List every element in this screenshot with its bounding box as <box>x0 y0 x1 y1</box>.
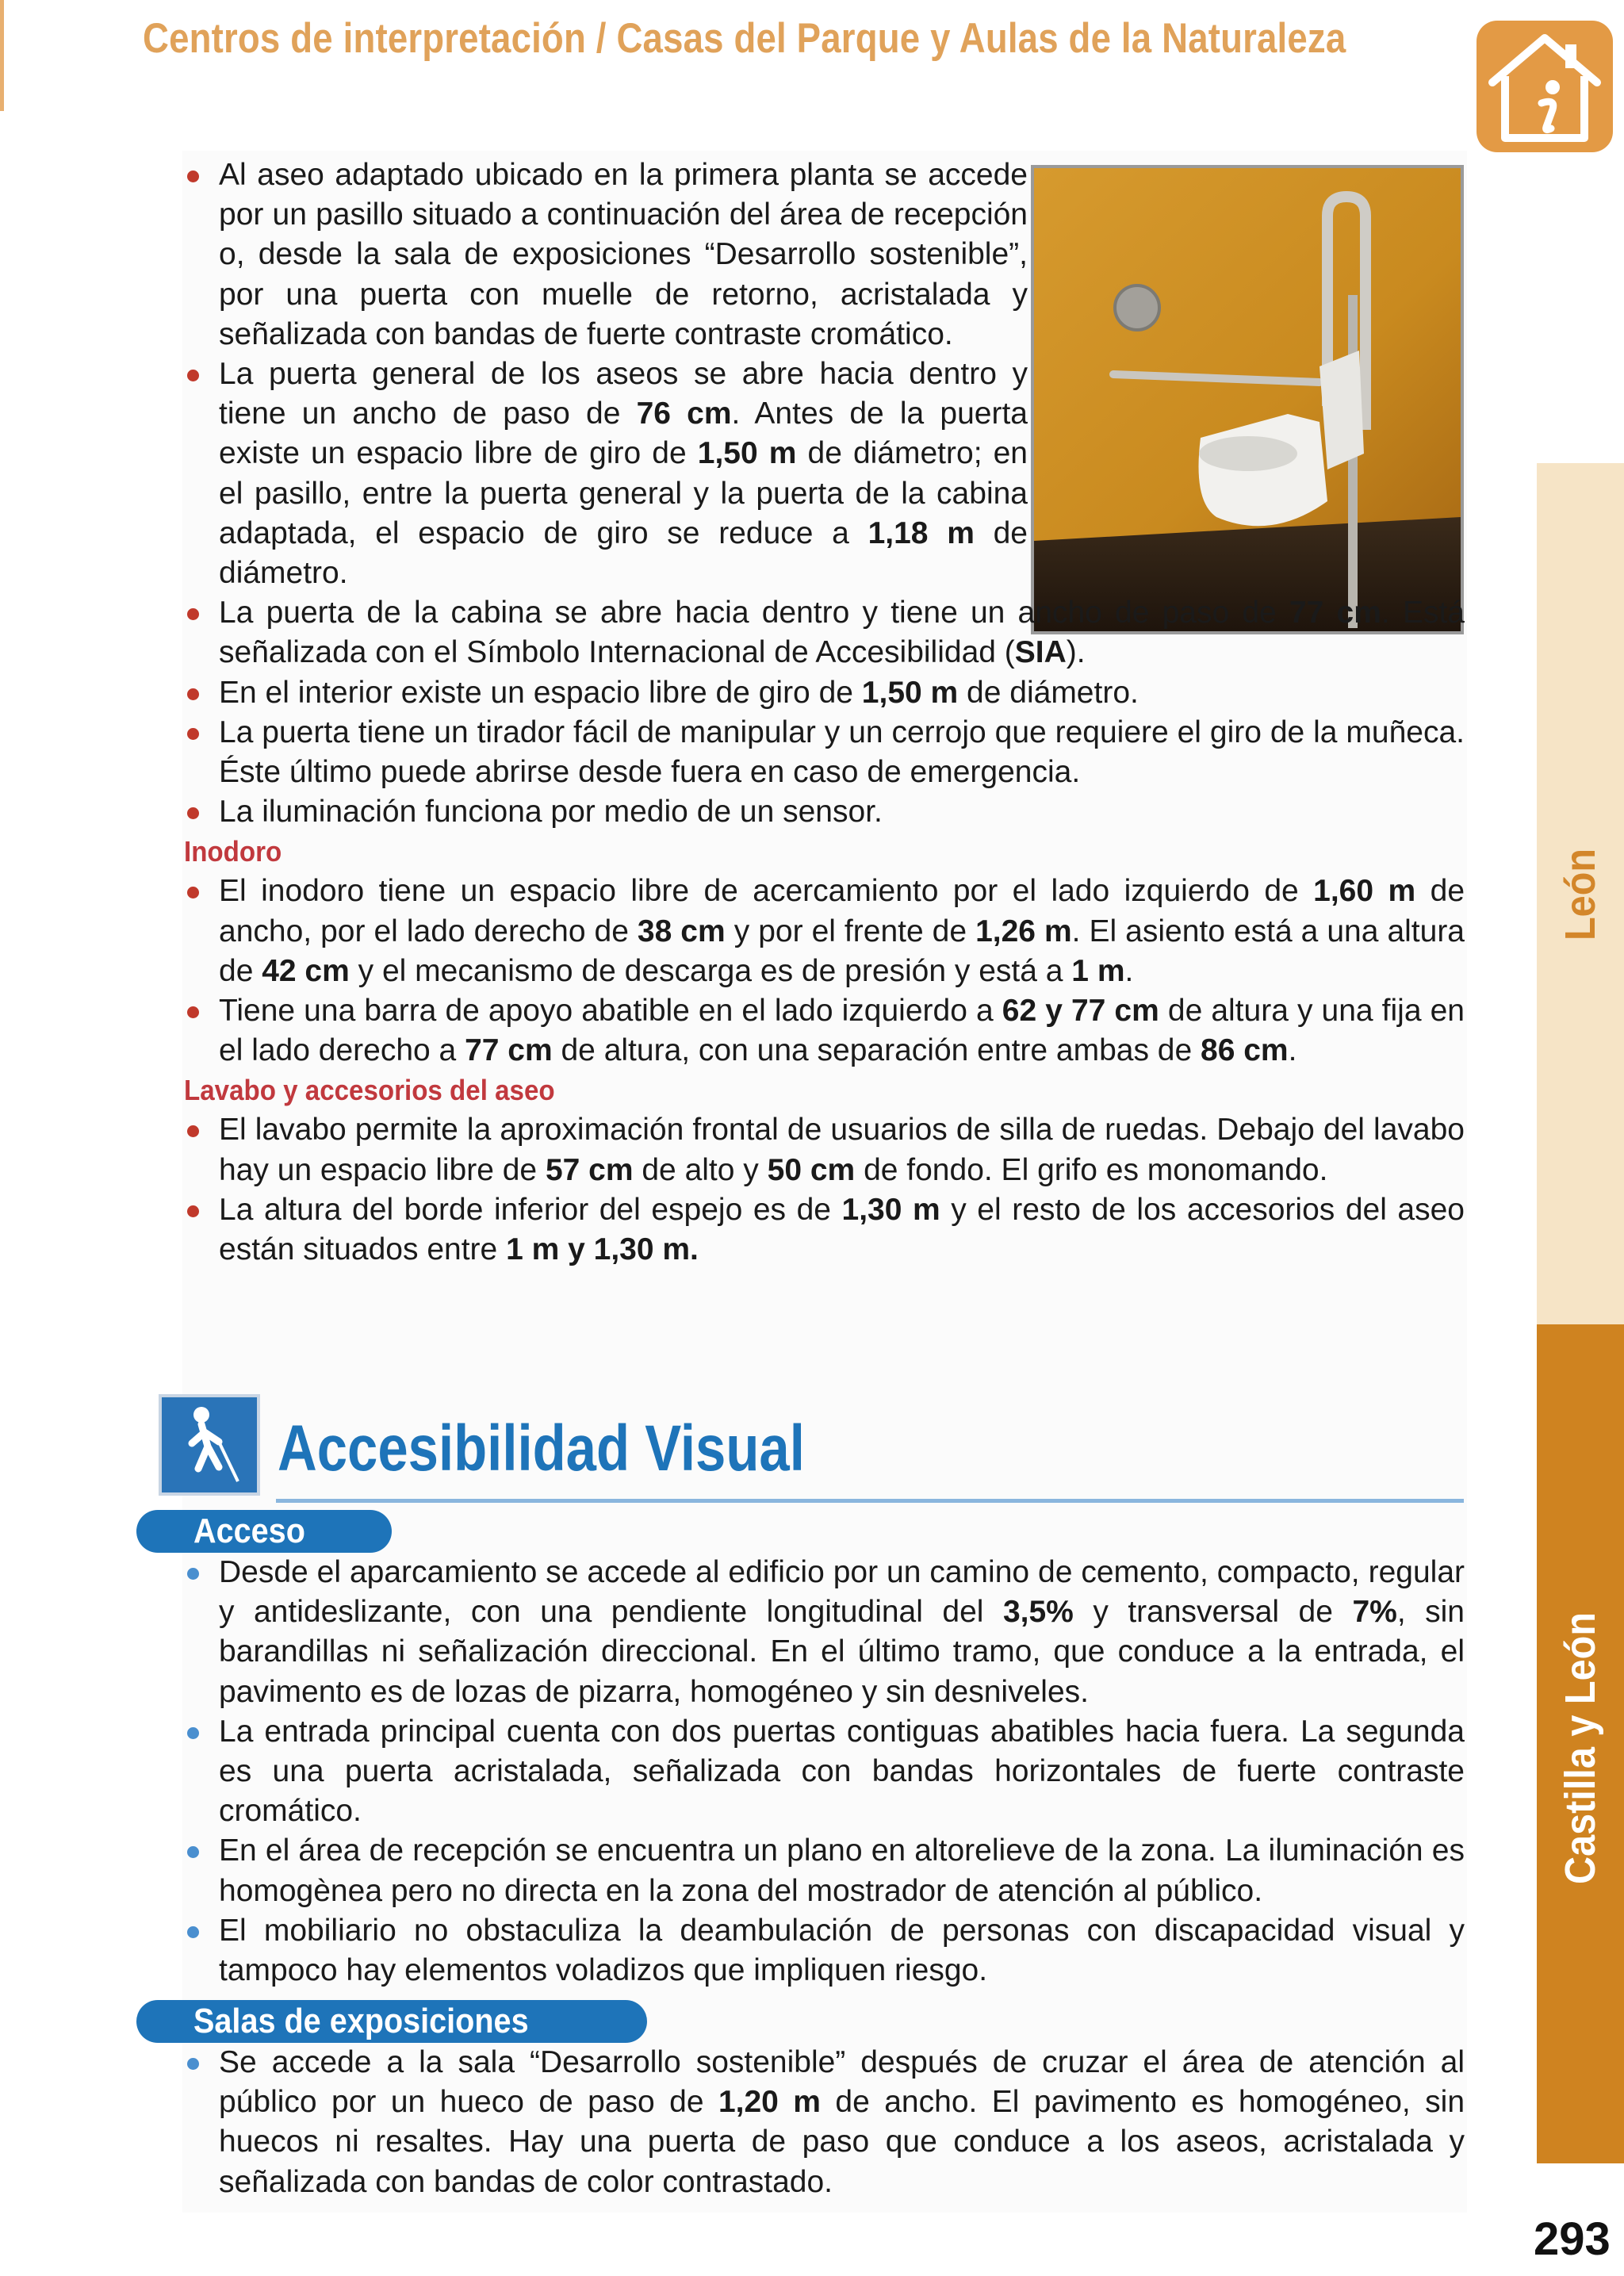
measure-value: 1,20 m <box>718 2085 821 2120</box>
left-edge-mark <box>0 0 4 111</box>
text-run: y por el frente de <box>725 914 976 948</box>
text-run: Desde el aparcamiento se accede al edificio por un camino de cemento, compacto, regular y antideslizante, con una pendiente longitudinal del <box>219 1555 1465 1630</box>
measure-value: 1 m y 1,30 m. <box>506 1232 699 1267</box>
text-run: , sin barandillas ni señalización direccional. En el último tramo, que conduce a la entrada, el pavimento es de lozas de pizarra, homogéneo y sin desniveles. <box>219 1595 1465 1709</box>
list-item <box>184 1712 1465 1832</box>
list-item <box>184 713 1465 792</box>
list-item <box>184 155 1028 354</box>
bullet-icon <box>187 1125 199 1137</box>
bullet-icon <box>187 1006 199 1018</box>
measure-value: 1,60 m <box>1313 874 1416 909</box>
text-run: y transversal de <box>1073 1595 1353 1630</box>
text-run: de fondo. El grifo es monomando. <box>855 1152 1328 1187</box>
text-run: de diámetro; en el pasillo, entre la puerta general y la puerta de la cabina adaptada, el espacio de giro se reduce a <box>219 436 1028 550</box>
main-text <box>184 155 1465 1270</box>
measure-value: 76 cm <box>636 397 732 431</box>
text-run: . <box>1124 953 1134 988</box>
bullet-icon <box>187 370 199 381</box>
bullet-icon <box>187 1205 199 1217</box>
acceso-text <box>184 1553 1465 1991</box>
sidebar-province-label: León <box>1557 848 1604 941</box>
bullet-icon <box>187 688 199 700</box>
text-run: El lavabo permite la aproximación frontal de usuarios de silla de ruedas. Debajo del lavabo hay un espacio libre de <box>219 1113 1465 1187</box>
bullet-icon <box>187 2058 199 2070</box>
text-run: . El asiento está a una altura de <box>219 914 1465 988</box>
page-header-title: Centros de interpretación / Casas del Parque y Aulas de la Naturaleza <box>143 15 1346 62</box>
house-info-icon <box>1477 21 1613 152</box>
bullet-icon <box>187 1846 199 1858</box>
measure-value: 38 cm <box>637 914 726 948</box>
bullet-icon <box>187 171 199 182</box>
list-item <box>184 991 1465 1071</box>
paragraph-text: En el área de recepción se encuentra un plano en altorelieve de la zona. La iluminación es homogènea pero no directa en la zona del mostrador de atención al público. <box>219 1833 1465 1908</box>
subsection-pill-acceso <box>136 1510 392 1553</box>
text-run: de altura y una fija en el lado derecho a <box>219 994 1465 1068</box>
text-run: ). <box>1066 635 1086 670</box>
list-item <box>184 2043 1465 2202</box>
section-title-visual: Accesibilidad Visual <box>278 1412 805 1485</box>
paragraph-text: La iluminación funciona por medio de un sensor. <box>219 795 883 830</box>
text-run: La altura del borde inferior del espejo es de <box>219 1192 842 1227</box>
subsection-pill-salas <box>136 2000 647 2043</box>
list-item <box>184 593 1465 672</box>
paragraph-text: El mobiliario no obstaculiza la deambulación de personas con discapacidad visual y tampoco hay elementos voladizos que impliquen riesgo. <box>219 1913 1465 1988</box>
measure-value: 50 cm <box>767 1152 856 1187</box>
measure-value: 42 cm <box>262 953 350 988</box>
measure-value: 1,26 m <box>975 914 1072 948</box>
text-run: El inodoro tiene un espacio libre de acercamiento por el lado izquierdo de <box>219 874 1314 909</box>
text-run: de alto y <box>633 1152 768 1187</box>
sidebar-region-label: Castilla y León <box>1557 1611 1604 1884</box>
measure-value: 1,18 m <box>868 515 975 550</box>
bullet-icon <box>187 1926 199 1938</box>
blind-person-icon <box>159 1394 260 1496</box>
section-heading-inodoro: Inodoro <box>184 835 282 868</box>
paragraph-text: La entrada principal cuenta con dos puertas contiguas abatibles hacia fuera. La segunda es una puerta acristalada, señalizada con bandas horizontales de fuerte contraste cromático. <box>219 1714 1465 1829</box>
text-run: de ancho, por el lado derecho de <box>219 874 1465 948</box>
list-item <box>184 1110 1465 1190</box>
text-run: de ancho. El pavimento es homogéneo, sin huecos ni resaltes. Hay una puerta de paso que conduce a los aseos, acristalada y señalizada con bandas de color contrastado. <box>219 2085 1465 2199</box>
text-run: Tiene una barra de apoyo abatible en el lado izquierdo a <box>219 994 1002 1029</box>
text-run: de diámetro. <box>219 515 1028 591</box>
section-heading-lavabo: Lavabo y accesorios del aseo <box>184 1074 555 1107</box>
measure-value: 1,50 m <box>861 675 959 710</box>
pill-label: Salas de exposiciones <box>193 2002 529 2040</box>
measure-value: 57 cm <box>545 1152 634 1187</box>
text-run: . Está señalizada con el Símbolo Internacional de Accesibilidad ( <box>219 596 1465 670</box>
text-run: de diámetro. <box>958 675 1139 710</box>
list-item <box>184 1553 1465 1712</box>
pill-label: Acceso <box>193 1512 305 1550</box>
measure-value: SIA <box>1014 635 1067 670</box>
measure-value: 77 cm <box>1289 596 1381 630</box>
list-item <box>184 1911 1465 1991</box>
text-run: . <box>1288 1033 1297 1068</box>
list-item <box>184 354 1028 593</box>
bullet-icon <box>187 887 199 899</box>
text-run: La puerta de la cabina se abre hacia dentro y tiene un ancho de paso de <box>219 596 1289 630</box>
measure-value: 7% <box>1352 1595 1397 1630</box>
list-item <box>184 792 1465 832</box>
bullet-icon <box>187 1727 199 1739</box>
text-run: . Antes de la puerta existe un espacio libre de giro de <box>219 397 1028 471</box>
page-number: 293 <box>1534 2213 1611 2265</box>
measure-value: 1,30 m <box>841 1192 940 1227</box>
bullet-icon <box>187 807 199 819</box>
paragraph-text: La puerta tiene un tirador fácil de manipular y un cerrojo que requiere el giro de la muñeca. Éste último puede abrirse desde fuera en caso de emergencia. <box>219 715 1465 790</box>
salas-text <box>184 2043 1465 2202</box>
measure-value: 62 y 77 cm <box>1002 994 1159 1029</box>
measure-value: 3,5% <box>1002 1595 1074 1630</box>
measure-value: 86 cm <box>1201 1033 1289 1068</box>
text-run: Se accede a la sala “Desarrollo sostenible” después de cruzar el área de atención al público por un hueco de paso de <box>219 2045 1465 2120</box>
text-run: En el interior existe un espacio libre de giro de <box>219 675 862 710</box>
list-item <box>184 1190 1465 1270</box>
measure-value: 1 m <box>1071 953 1125 988</box>
bullet-icon <box>187 608 199 620</box>
list-item <box>184 872 1465 991</box>
bullet-icon <box>187 728 199 740</box>
list-item <box>184 1831 1465 1910</box>
text-run: de altura, con una separación entre ambas de <box>552 1033 1201 1068</box>
paragraph-text: Al aseo adaptado ubicado en la primera planta se accede por un pasillo situado a continuación del área de recepción o, desde la sala de exposiciones “Desarrollo sostenible”, por una puerta con muelle de retorno, acristalada y señalizada con bandas de fuerte contraste cromático. <box>219 158 1028 351</box>
bullet-icon <box>187 1568 199 1580</box>
text-run: La puerta general de los aseos se abre hacia dentro y tiene un ancho de paso de <box>219 357 1028 431</box>
list-item <box>184 673 1465 713</box>
measure-value: 77 cm <box>465 1033 553 1068</box>
text-run: y el resto de los accesorios del aseo están situados entre <box>219 1192 1465 1267</box>
section-title-rule <box>276 1499 1464 1503</box>
text-run: y el mecanismo de descarga es de presión y está a <box>349 953 1072 988</box>
measure-value: 1,50 m <box>697 436 797 471</box>
